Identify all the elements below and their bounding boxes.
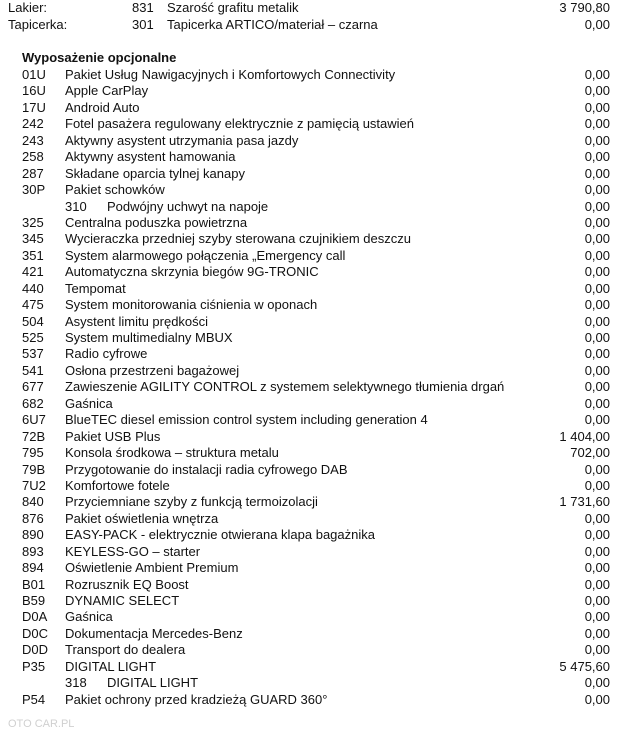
paint-price: 3 790,80 bbox=[559, 0, 610, 15]
option-code: B59 bbox=[22, 593, 46, 608]
option-description: Pakiet ochrony przed kradzieżą GUARD 360° bbox=[65, 691, 328, 707]
option-code: 345 bbox=[22, 231, 44, 247]
option-price: 0,00 bbox=[584, 625, 610, 641]
option-price: 0,00 bbox=[584, 182, 610, 198]
option-code: 421 bbox=[22, 264, 44, 280]
option-code: 894 bbox=[22, 560, 44, 576]
option-price: 0,00 bbox=[584, 132, 610, 148]
option-row bbox=[0, 412, 640, 428]
option-description: Osłona przestrzeni bagażowej bbox=[65, 362, 240, 378]
option-price: 702,00 bbox=[570, 445, 610, 461]
section-title: Wyposażenie opcjonalne bbox=[22, 50, 177, 65]
option-code: D0A bbox=[22, 609, 48, 625]
option-price: 0,00 bbox=[584, 165, 610, 181]
upholstery-price: 0,00 bbox=[584, 17, 610, 32]
option-price: 0,00 bbox=[584, 231, 610, 247]
option-price: 0,00 bbox=[584, 461, 610, 477]
option-code: 287 bbox=[22, 165, 44, 181]
option-price: 0,00 bbox=[584, 264, 610, 280]
option-price: 1 731,60 bbox=[559, 494, 610, 510]
option-price: 0,00 bbox=[584, 576, 610, 592]
option-code: D0C bbox=[22, 625, 49, 641]
option-row bbox=[0, 281, 640, 297]
option-price: 0,00 bbox=[584, 247, 610, 263]
option-row bbox=[0, 346, 640, 362]
option-code: 01U bbox=[22, 67, 46, 82]
option-description: Fotel pasażera regulowany elektrycznie z pamięcią ustawień bbox=[65, 116, 415, 132]
option-price: 0,00 bbox=[584, 691, 610, 707]
option-row bbox=[0, 396, 640, 412]
option-code: 318 bbox=[65, 675, 87, 691]
option-row bbox=[0, 83, 640, 99]
option-price: 0,00 bbox=[584, 330, 610, 345]
option-description: Aktywny asystent utrzymania pasa jazdy bbox=[65, 132, 299, 148]
option-price: 0,00 bbox=[584, 379, 610, 395]
option-row bbox=[0, 527, 640, 543]
option-code: 325 bbox=[22, 214, 44, 230]
option-code: 258 bbox=[22, 149, 44, 165]
option-description: Apple CarPlay bbox=[65, 83, 149, 99]
option-row bbox=[0, 642, 640, 658]
option-description: Transport do dealera bbox=[65, 642, 186, 658]
option-row bbox=[0, 67, 640, 83]
option-code: P35 bbox=[22, 658, 46, 674]
option-code: 541 bbox=[22, 362, 44, 378]
option-price: 0,00 bbox=[584, 477, 610, 493]
paint-row bbox=[0, 0, 640, 16]
option-subitem-row bbox=[0, 675, 640, 691]
option-row bbox=[0, 215, 640, 231]
option-description: Pakiet USB Plus bbox=[65, 428, 161, 444]
option-code: 876 bbox=[22, 510, 44, 526]
option-price: 1 404,00 bbox=[559, 428, 610, 444]
option-description: Podwójny uchwyt na napoje bbox=[107, 198, 269, 214]
option-code: P54 bbox=[22, 691, 46, 707]
option-description: Automatyczna skrzynia biegów 9G-TRONIC bbox=[65, 264, 319, 280]
upholstery-label: Tapicerka: bbox=[8, 17, 68, 32]
option-price: 0,00 bbox=[584, 560, 610, 576]
option-row bbox=[0, 363, 640, 379]
option-row bbox=[0, 560, 640, 576]
option-price: 0,00 bbox=[584, 149, 610, 165]
option-price: 0,00 bbox=[584, 214, 610, 230]
option-price: 0,00 bbox=[584, 642, 610, 658]
option-price: 0,00 bbox=[584, 67, 610, 82]
option-row bbox=[0, 544, 640, 560]
option-code: B01 bbox=[22, 576, 46, 592]
option-description: Konsola środkowa – struktura metalu bbox=[65, 445, 279, 461]
option-code: 440 bbox=[22, 280, 44, 296]
option-row bbox=[0, 478, 640, 494]
option-description: DIGITAL LIGHT bbox=[65, 658, 157, 674]
option-code: 6U7 bbox=[22, 412, 46, 428]
option-description: Rozrusznik EQ Boost bbox=[65, 576, 189, 592]
option-description: DIGITAL LIGHT bbox=[107, 675, 199, 691]
option-price: 0,00 bbox=[584, 116, 610, 132]
option-code: 17U bbox=[22, 99, 46, 115]
option-row bbox=[0, 462, 640, 478]
option-row bbox=[0, 231, 640, 247]
option-code: 310 bbox=[65, 198, 87, 214]
option-description: Zawieszenie AGILITY CONTROL z systemem selektywnego tłumienia drgań bbox=[65, 379, 505, 395]
option-code: 840 bbox=[22, 494, 44, 510]
option-code: 243 bbox=[22, 132, 44, 148]
option-price: 0,00 bbox=[584, 395, 610, 411]
option-row bbox=[0, 511, 640, 527]
option-code: 7U2 bbox=[22, 477, 46, 493]
option-description: DYNAMIC SELECT bbox=[65, 593, 180, 608]
option-description: System monitorowania ciśnienia w oponach bbox=[65, 297, 318, 313]
paint-label: Lakier: bbox=[8, 0, 48, 15]
option-code: 890 bbox=[22, 527, 44, 543]
option-code: 79B bbox=[22, 461, 46, 477]
option-price: 0,00 bbox=[584, 362, 610, 378]
option-description: Android Auto bbox=[65, 99, 140, 115]
option-row bbox=[0, 593, 640, 609]
option-description: Radio cyfrowe bbox=[65, 346, 148, 362]
option-price: 0,00 bbox=[584, 280, 610, 296]
option-description: Gaśnica bbox=[65, 395, 113, 411]
option-description: Wycieraczka przedniej szyby sterowana czujnikiem deszczu bbox=[65, 231, 411, 247]
option-row bbox=[0, 445, 640, 461]
option-code: 795 bbox=[22, 445, 44, 461]
option-description: Dokumentacja Mercedes-Benz bbox=[65, 625, 243, 641]
option-code: 242 bbox=[22, 116, 44, 132]
option-price: 0,00 bbox=[584, 412, 610, 428]
option-subitem-row bbox=[0, 199, 640, 215]
option-description: Tempomat bbox=[65, 280, 126, 296]
option-description: Pakiet Usług Nawigacyjnych i Komfortowych Connectivity bbox=[65, 67, 396, 82]
option-row bbox=[0, 379, 640, 395]
options-list bbox=[0, 67, 640, 708]
option-price: 0,00 bbox=[584, 346, 610, 362]
option-code: 16U bbox=[22, 83, 46, 99]
option-price: 0,00 bbox=[584, 609, 610, 625]
option-price: 0,00 bbox=[584, 527, 610, 543]
option-price: 0,00 bbox=[584, 543, 610, 559]
option-description: Asystent limitu prędkości bbox=[65, 313, 209, 329]
option-description: Przygotowanie do instalacji radia cyfrowego DAB bbox=[65, 461, 348, 477]
option-price: 0,00 bbox=[584, 297, 610, 313]
option-row bbox=[0, 659, 640, 675]
option-description: Pakiet schowków bbox=[65, 182, 165, 198]
option-code: 351 bbox=[22, 247, 44, 263]
option-description: Gaśnica bbox=[65, 609, 113, 625]
watermark: OTO CAR.PL bbox=[8, 718, 75, 730]
option-description: Składane oparcia tylnej kanapy bbox=[65, 165, 245, 181]
option-code: 504 bbox=[22, 313, 44, 329]
option-price: 0,00 bbox=[584, 675, 610, 691]
option-code: 682 bbox=[22, 395, 44, 411]
option-row bbox=[0, 149, 640, 165]
option-code: D0D bbox=[22, 642, 49, 658]
option-row bbox=[0, 264, 640, 280]
option-row bbox=[0, 133, 640, 149]
option-code: 537 bbox=[22, 346, 44, 362]
option-row bbox=[0, 314, 640, 330]
option-description: Komfortowe fotele bbox=[65, 477, 170, 493]
option-price: 0,00 bbox=[584, 198, 610, 214]
option-price: 5 475,60 bbox=[559, 658, 610, 674]
option-description: KEYLESS-GO – starter bbox=[65, 543, 201, 559]
upholstery-row bbox=[0, 17, 640, 33]
option-code: 893 bbox=[22, 543, 44, 559]
option-price: 0,00 bbox=[584, 99, 610, 115]
option-description: Pakiet oświetlenia wnętrza bbox=[65, 510, 219, 526]
paint-code: 831 bbox=[132, 0, 154, 15]
option-price: 0,00 bbox=[584, 510, 610, 526]
option-description: BlueTEC diesel emission control system including generation 4 bbox=[65, 412, 428, 428]
option-description: Centralna poduszka powietrzna bbox=[65, 214, 248, 230]
option-price: 0,00 bbox=[584, 83, 610, 99]
upholstery-description: Tapicerka ARTICO/materiał – czarna bbox=[167, 17, 378, 32]
option-row bbox=[0, 248, 640, 264]
option-code: 677 bbox=[22, 379, 44, 395]
option-description: System multimedialny MBUX bbox=[65, 330, 233, 345]
option-row bbox=[0, 166, 640, 182]
option-row bbox=[0, 577, 640, 593]
option-code: 72B bbox=[22, 428, 46, 444]
option-row bbox=[0, 116, 640, 132]
option-row bbox=[0, 692, 640, 708]
option-row bbox=[0, 297, 640, 313]
option-code: 475 bbox=[22, 297, 44, 313]
option-code: 30P bbox=[22, 182, 46, 198]
option-description: Oświetlenie Ambient Premium bbox=[65, 560, 239, 576]
option-code: 525 bbox=[22, 330, 44, 345]
option-description: Aktywny asystent hamowania bbox=[65, 149, 236, 165]
option-price: 0,00 bbox=[584, 593, 610, 608]
option-price: 0,00 bbox=[584, 313, 610, 329]
option-row bbox=[0, 626, 640, 642]
option-description: Przyciemniane szyby z funkcją termoizolacji bbox=[65, 494, 318, 510]
paint-description: Szarość grafitu metalik bbox=[167, 0, 299, 15]
option-row bbox=[0, 100, 640, 116]
option-row bbox=[0, 494, 640, 510]
option-description: System alarmowego połączenia „Emergency call bbox=[65, 247, 346, 263]
option-row bbox=[0, 182, 640, 198]
option-row bbox=[0, 429, 640, 445]
option-row bbox=[0, 609, 640, 625]
option-description: EASY-PACK - elektrycznie otwierana klapa bagażnika bbox=[65, 527, 375, 543]
upholstery-code: 301 bbox=[132, 17, 154, 32]
option-row bbox=[0, 330, 640, 346]
